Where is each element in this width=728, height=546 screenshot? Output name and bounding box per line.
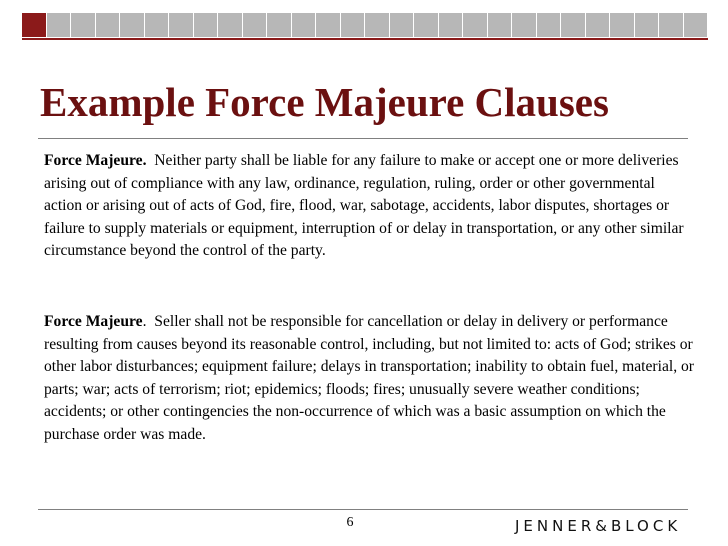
bar-segment bbox=[512, 13, 537, 37]
bar-segment bbox=[316, 13, 341, 37]
bar-segment bbox=[439, 13, 464, 37]
bar-segment bbox=[414, 13, 439, 37]
bar-segment bbox=[365, 13, 390, 37]
bar-underline bbox=[22, 38, 708, 40]
bar-segment bbox=[218, 13, 243, 37]
bar-segment bbox=[22, 13, 47, 37]
bar-segment bbox=[463, 13, 488, 37]
footer-divider bbox=[38, 509, 688, 510]
top-decorative-bar bbox=[22, 13, 708, 37]
bar-segment bbox=[71, 13, 96, 37]
bar-segment bbox=[341, 13, 366, 37]
bar-segment bbox=[586, 13, 611, 37]
bar-segment bbox=[120, 13, 145, 37]
title-divider bbox=[38, 138, 688, 139]
firm-logo: JENNER&BLOCK bbox=[515, 517, 682, 535]
bar-segment bbox=[635, 13, 660, 37]
bar-segment bbox=[610, 13, 635, 37]
page-number: 6 bbox=[346, 515, 354, 530]
bar-segment bbox=[194, 13, 219, 37]
bar-segment bbox=[47, 13, 72, 37]
bar-segment bbox=[561, 13, 586, 37]
bar-segment bbox=[243, 13, 268, 37]
clause-heading: Force Majeure bbox=[44, 313, 143, 330]
bar-segment bbox=[267, 13, 292, 37]
clause-heading: Force Majeure. bbox=[44, 152, 147, 169]
bar-segment bbox=[169, 13, 194, 37]
bar-segment bbox=[390, 13, 415, 37]
bar-segment bbox=[488, 13, 513, 37]
bar-segment bbox=[96, 13, 121, 37]
clause-body: . Seller shall not be responsible for cancellation or delay in delivery or performance resulting from causes beyond its reasonable control, including, but not limited to: acts of God; strikes or other labor disturbances; equipment failure; delays in transportation; inability to obtain fuel, material, or parts; war; acts of terrorism; riot; epidemics; floods; fires; unusually severe weather conditions; accidents; or other contingencies the non-occurrence of which was a basic assumption on which the purchase order was made. bbox=[44, 313, 698, 443]
bar-segment bbox=[684, 13, 709, 37]
bar-segment bbox=[292, 13, 317, 37]
bar-segment bbox=[145, 13, 170, 37]
clause-paragraph bbox=[44, 311, 696, 446]
bar-segment bbox=[537, 13, 562, 37]
clause-paragraph bbox=[44, 150, 696, 263]
bar-segment bbox=[659, 13, 684, 37]
clause-body: Neither party shall be liable for any failure to make or accept one or more deliveries arising out of compliance with any law, ordinance, regulation, ruling, order or other governmental action or arising out of acts of God, fire, flood, war, sabotage, accidents, labor disputes, shortages or failure to supply materials or equipment, interruption of or delay in transportation, or any other similar circumstance beyond the control of the party. bbox=[44, 152, 688, 259]
slide-title: Example Force Majeure Clauses bbox=[40, 79, 609, 125]
